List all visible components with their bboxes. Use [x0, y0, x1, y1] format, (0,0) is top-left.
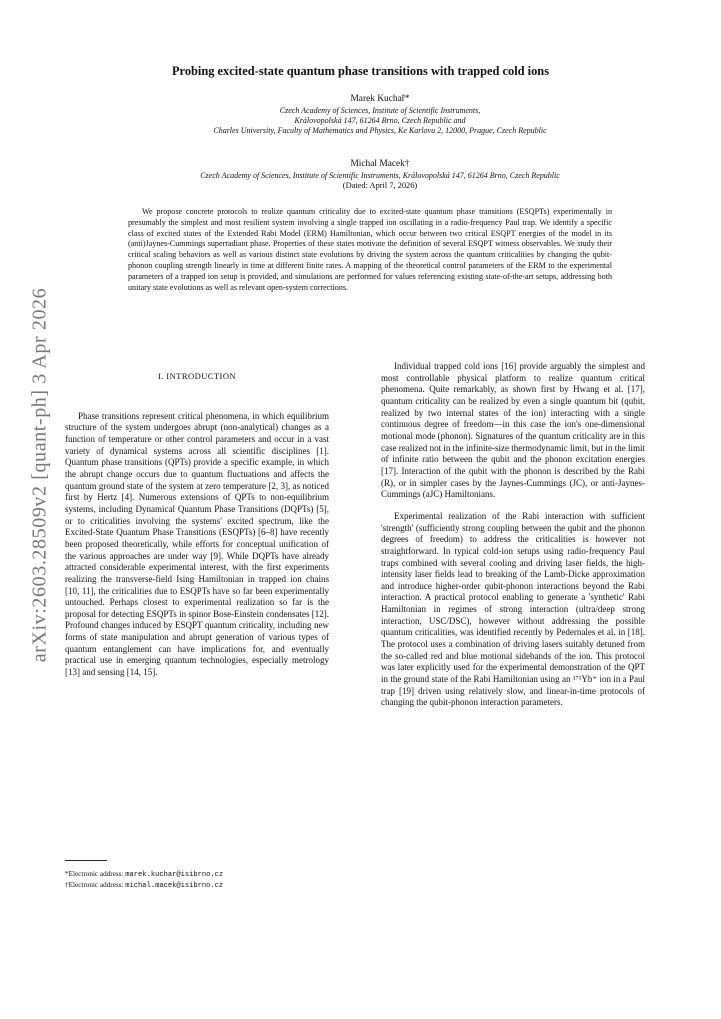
author-affiliation: Královopolská 147, 61264 Brno, Czech Republic and — [294, 116, 466, 125]
arxiv-identifier: arXiv:2603.28509v2 [quant-ph] 3 Apr 2026 — [28, 287, 51, 663]
abstract: We propose concrete protocols to realize quantum criticality due to excited-state quantum phase transitions (ESQPTs) experimentally in presumably the simplest and most resilient system involving a single trapped ion oscillating in a radio-frequency Paul trap. We identify a specific class of excited states of the Extended Rabi Model (ERM) Hamiltonian, which occur between two critical ESQPT energies of the model in its (anti)Jaynes-Cummings superradiant phase. Properties of these states motivate the definition of several ESQPT witness observables. We study their critical scaling behaviors as well as various distinct state evolutions by driving the system across the quantum criticalities by changing the qubit-phonon coupling strength linearly in time at different finite rates. A mapping of the theoretical control parameters of the ERM to the experimental parameters of a trapped ion setup is provided, and simulations are performed for values referencing existing state-of-the-art setups, addressing both unitary state evolutions as well as relevant open-system corrections. — [128, 207, 612, 292]
author-name: Michal Macek† — [350, 159, 410, 169]
date-line: (Dated: April 7, 2026) — [342, 181, 418, 190]
author-affiliation: Czech Academy of Sciences, Institute of Scientific Instruments, Královopolská 147, 61264 Brno, Czech Republic — [200, 170, 560, 180]
footnote-label: *Electronic address: — [65, 870, 126, 878]
email-link[interactable]: marek.kuchar@isibrno.cz — [125, 871, 224, 879]
right-column — [381, 361, 645, 719]
author-affiliation: Charles University, Faculty of Mathematics and Physics, Ke Karlovu 2, 12000, Prague, Czech Republic — [213, 126, 547, 136]
body-paragraph: Phase transitions represent critical phenomena, in which equilibrium structure of the system undergoes abrupt (non-analytical) changes as a function of temperature or other control parameters and occur in a vast variety of dynamical systems across all scientific disciplines [1]. Quantum phase transitions (QPTs) provide a specific example, in which the abrupt change occurs due to quantum fluctuations and affects the quantum ground state of the system at zero temperature [2, 3], as noticed first by Hertz [4]. Numerous extensions of QPTs to non-equilibrium systems, including Dynamical Quantum Phase Transitions (DQPTs) [5], or to criticalities involving the systems' excited spectrum, like the Excited-State Quantum Phase Transitions (ESQPTs) [6–8] have recently been proposed theoretically, while efforts for conceptual unification of the various approaches are under way [9]. While DQPTs have already attracted considerable experimental interest, with the first experiments realizing the transverse-field Ising Hamiltonian in trapped ion chains [10, 11], the criticalities due to ESQPTs have so far been experimentally untouched. Perhaps closest to experimental realization so far is the proposal for detecting ESQPTs in spinor Bose-Einstein condensates [12]. Profound changes induced by ESQPT quantum criticality, including new forms of state manipulation and abrupt generation of various types of quantum entanglement can have implications for, and eventually practical use in emerging quantum technologies, especially metrology [13] and sensing [14, 15]. — [65, 410, 329, 678]
left-column — [65, 363, 329, 689]
paper-title: Probing excited-state quantum phase transitions with trapped cold ions — [171, 64, 550, 78]
author-name: Marek Kuchař* — [350, 94, 410, 104]
footnote-rule — [65, 860, 107, 861]
footnote-2 — [65, 880, 223, 891]
footnote-label: †Electronic address: — [65, 881, 126, 890]
section-heading: I. INTRODUCTION — [157, 371, 237, 381]
body-paragraph: Experimental realization of the Rabi interaction with sufficient 'strength' (sufficiently strong coupling between the qubit and the phonon degrees of freedom) to address the criticalities is however not straightforward. In typical cold-ion setups using radio-frequency Paul traps combined with several cooling and driving laser fields, the high-intensity laser fields lead to breaking of the Lamb-Dicke approximation and introduce higher-order qubit-phonon interactions beyond the Rabi interaction. A practical protocol enabling to generate a 'synthetic' Rabi Hamiltonian in regimes of strong interaction (ultra/deep strong interaction, USC/DSC), however without addressing the possible quantum criticalities, was identified recently by Pedernales et al. in [18]. The protocol uses a combination of driving lasers suitably detuned from the so-called red and blue motional sidebands of the ion. This protocol was later explicitly used for the experimental demonstration of the QPT in the ground state of the Rabi Hamiltonian using an ¹⁷¹Yb⁺ ion in a Paul trap [19] driven using relatively slow, and linear-in-time protocols of changing the qubit-phonon interaction parameters. — [381, 510, 645, 708]
author-affiliation: Czech Academy of Sciences, Institute of Scientific Instruments, — [279, 105, 481, 115]
email-link[interactable]: michal.macek@isibrno.cz — [125, 882, 224, 891]
body-paragraph: Individual trapped cold ions [16] provide arguably the simplest and most controllable physical platform to realize quantum critical phenomena. Quite remarkably, as shown first by Hwang et al. [17], quantum criticality can be realized by even a single quantum bit (qubit, realized by two internal states of the ion) interacting with a single continuous degree of freedom—in this case the ion's one-dimensional motional mode (phonon). Signatures of the quantum criticality are in this case realized not in the infinite-size thermodynamic limit, but in the limit of infinite ratio between the qubit and the phonon excitation energies [17]. Interaction of the qubit with the phonon is described by the Rabi (R), or in simpler cases by the Jaynes-Cummings (JC), or anti-Jaynes-Cummings (aJC) Hamiltonians. — [381, 361, 645, 500]
author-block-2 — [60, 159, 700, 191]
arxiv-sidebar — [0, 0, 60, 1019]
footnotes — [65, 869, 223, 891]
author-block-1 — [60, 94, 700, 137]
footnote-1 — [65, 869, 223, 880]
